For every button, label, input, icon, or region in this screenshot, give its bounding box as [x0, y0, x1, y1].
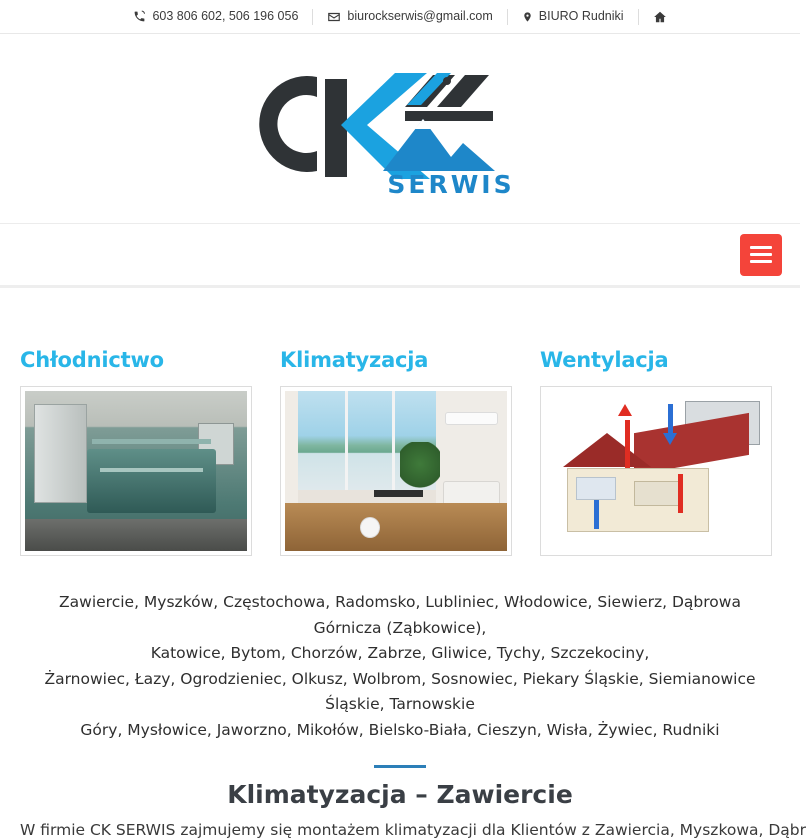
section-divider	[374, 765, 426, 768]
card-title-wentylacja: Wentylacja	[540, 348, 669, 372]
hamburger-line-1	[750, 246, 772, 249]
envelope-icon	[327, 10, 341, 24]
cities-line-4: Góry, Mysłowice, Jaworzno, Mikołów, Bielsko-Biała, Cieszyn, Wisła, Żywiec, Rudniki	[80, 720, 720, 739]
site-logo[interactable]	[255, 59, 545, 199]
logo-header	[0, 34, 800, 224]
cities-line-3: Żarnowiec, Łazy, Ogrodzieniec, Olkusz, Wolbrom, Sosnowiec, Piekary Śląskie, Siemianowice Śląskie, Tarnowskie	[44, 669, 756, 714]
hamburger-line-2	[750, 253, 772, 256]
hamburger-menu-button[interactable]	[740, 234, 782, 276]
email-contact[interactable]	[313, 10, 506, 24]
email-label: biurockserwis@gmail.com	[347, 9, 493, 24]
home-icon	[653, 10, 667, 24]
machine-room-photo[interactable]	[20, 386, 252, 556]
top-contact-bar	[0, 0, 800, 34]
phone-contact[interactable]	[119, 10, 312, 23]
service-card-klimatyzacja[interactable]	[280, 348, 512, 556]
hamburger-line-3	[750, 260, 772, 263]
location-pin-icon	[522, 10, 533, 24]
office-label: BIURO Rudniki	[538, 9, 624, 24]
phone-label: 603 806 602, 506 196 056	[152, 9, 299, 24]
office-location[interactable]	[508, 10, 638, 24]
main-navbar	[0, 224, 800, 288]
logo-wordmark: SERWIS	[387, 169, 515, 199]
cities-line-2: Katowice, Bytom, Chorzów, Zabrze, Gliwice, Tychy, Szczekociny,	[150, 644, 650, 663]
service-card-chlodnictwo[interactable]	[20, 348, 252, 556]
intro-paragraph: W firmie CK SERWIS zajmujemy się montażem klimatyzacji dla Klientów z Zawiercia, Myszkowa, Dąbr	[20, 821, 806, 839]
card-title-klimatyzacja: Klimatyzacja	[280, 348, 429, 372]
service-cards	[0, 288, 800, 556]
service-card-wentylacja[interactable]	[540, 348, 772, 556]
phone-icon	[133, 10, 146, 23]
page-title: Klimatyzacja – Zawiercie	[227, 780, 573, 810]
card-title-chlodnictwo: Chłodnictwo	[20, 348, 164, 372]
cities-line-1: Zawiercie, Myszków, Częstochowa, Radomsko, Lubliniec, Włodowice, Siewierz, Dąbrowa Górnicza (Ząbkowice),	[59, 593, 741, 637]
home-link[interactable]	[639, 10, 681, 24]
living-room-ac-photo[interactable]	[280, 386, 512, 556]
service-area-cities	[24, 590, 776, 743]
ventilation-diagram-photo[interactable]	[540, 386, 772, 556]
